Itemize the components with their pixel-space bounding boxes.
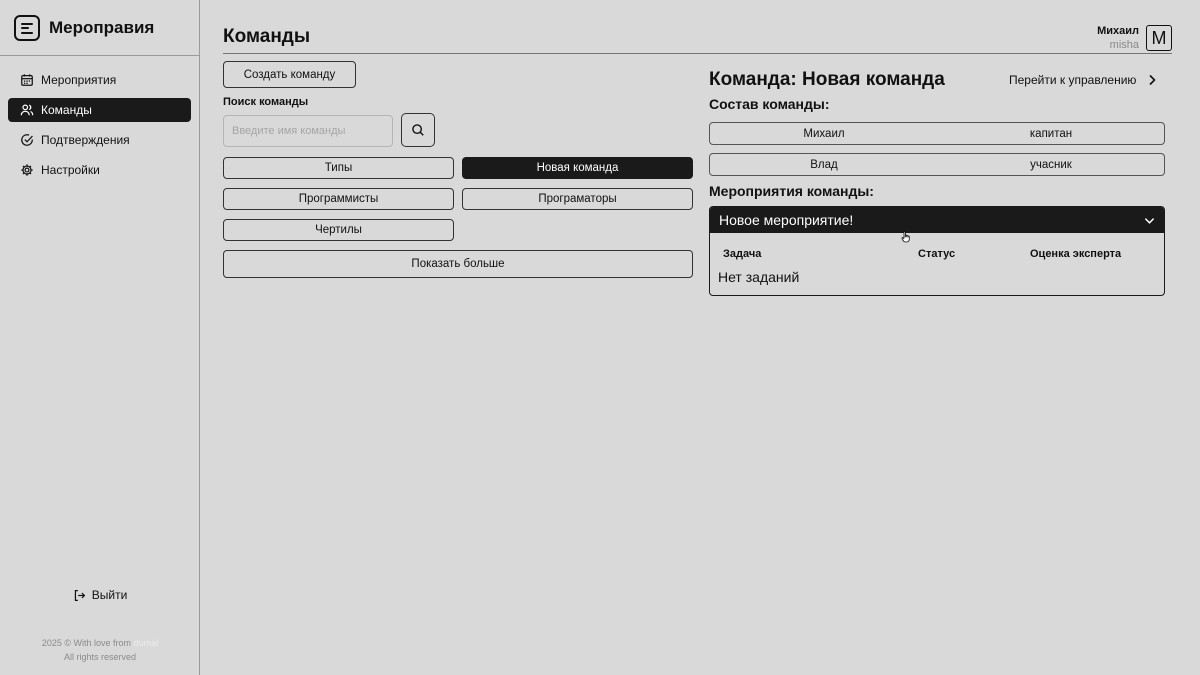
team-item-programmers[interactable]: Программисты	[223, 188, 454, 210]
logout-icon	[73, 589, 86, 602]
user-login: misha	[1109, 39, 1139, 51]
sidebar-item-label: Подтверждения	[41, 133, 130, 147]
brand-name: Мероправия	[49, 17, 155, 37]
user-name: Михаил	[1097, 25, 1139, 37]
sidebar-nav	[8, 68, 191, 188]
sidebar-item-events[interactable]	[8, 68, 191, 92]
brand-logo-icon	[14, 15, 40, 41]
event-accordion	[709, 206, 1165, 296]
create-team-button[interactable]: Создать команду	[223, 61, 356, 88]
empty-tasks-message: Нет заданий	[718, 269, 800, 285]
check-circle-icon	[20, 133, 34, 147]
manage-team-label: Перейти к управлению	[1009, 73, 1137, 87]
search-label: Поиск команды	[223, 96, 309, 108]
manage-team-link[interactable]	[1009, 73, 1158, 87]
column-task: Задача	[723, 248, 762, 260]
team-item-chertily[interactable]: Чертилы	[223, 219, 454, 241]
events-title: Мероприятия команды:	[709, 183, 874, 199]
member-name: Михаил	[803, 128, 845, 140]
member-role: капитан	[1029, 128, 1073, 140]
chevron-right-icon	[1146, 74, 1158, 86]
member-row[interactable]	[709, 153, 1165, 176]
footer-rights: All rights reserved	[63, 652, 137, 662]
sidebar-item-teams[interactable]	[8, 98, 191, 122]
logout-button[interactable]	[0, 588, 200, 602]
team-item-programators[interactable]: Програматоры	[462, 188, 693, 210]
footer-author-link[interactable]: dumal	[133, 638, 159, 648]
footer-copyright: 2025 © With love from	[41, 638, 132, 648]
avatar[interactable]: M	[1146, 25, 1172, 51]
sidebar	[0, 0, 200, 675]
gear-icon	[20, 163, 34, 177]
member-name: Влад	[810, 159, 838, 171]
team-search-input[interactable]	[223, 115, 393, 147]
chevron-down-icon	[1144, 215, 1155, 226]
member-role: учасник	[1030, 159, 1072, 171]
team-title: Команда: Новая команда	[709, 69, 945, 90]
sidebar-item-confirmations[interactable]	[8, 128, 191, 152]
team-item-new-team[interactable]: Новая команда	[462, 157, 693, 179]
sidebar-item-label: Команды	[41, 103, 92, 117]
sidebar-item-label: Настройки	[41, 163, 100, 177]
users-icon	[20, 103, 34, 117]
logout-label: Выйти	[91, 588, 128, 602]
column-status: Статус	[918, 248, 956, 260]
search-icon	[411, 123, 425, 137]
members-title: Состав команды:	[709, 96, 830, 112]
team-item-tipy[interactable]: Типы	[223, 157, 454, 179]
search-button[interactable]	[401, 113, 435, 147]
header-divider	[223, 53, 1172, 54]
member-row[interactable]	[709, 122, 1165, 145]
calendar-icon	[20, 73, 34, 87]
event-name: Новое мероприятие!	[719, 212, 854, 228]
show-more-button[interactable]: Показать больше	[223, 250, 693, 278]
footer	[0, 636, 200, 664]
hand-cursor-icon	[901, 231, 911, 243]
sidebar-item-settings[interactable]	[8, 158, 191, 182]
event-accordion-header[interactable]	[710, 207, 1164, 233]
page-title: Команды	[223, 26, 311, 47]
brand[interactable]	[0, 0, 199, 56]
sidebar-item-label: Мероприятия	[41, 73, 117, 87]
column-expert-score: Оценка эксперта	[1030, 248, 1122, 260]
